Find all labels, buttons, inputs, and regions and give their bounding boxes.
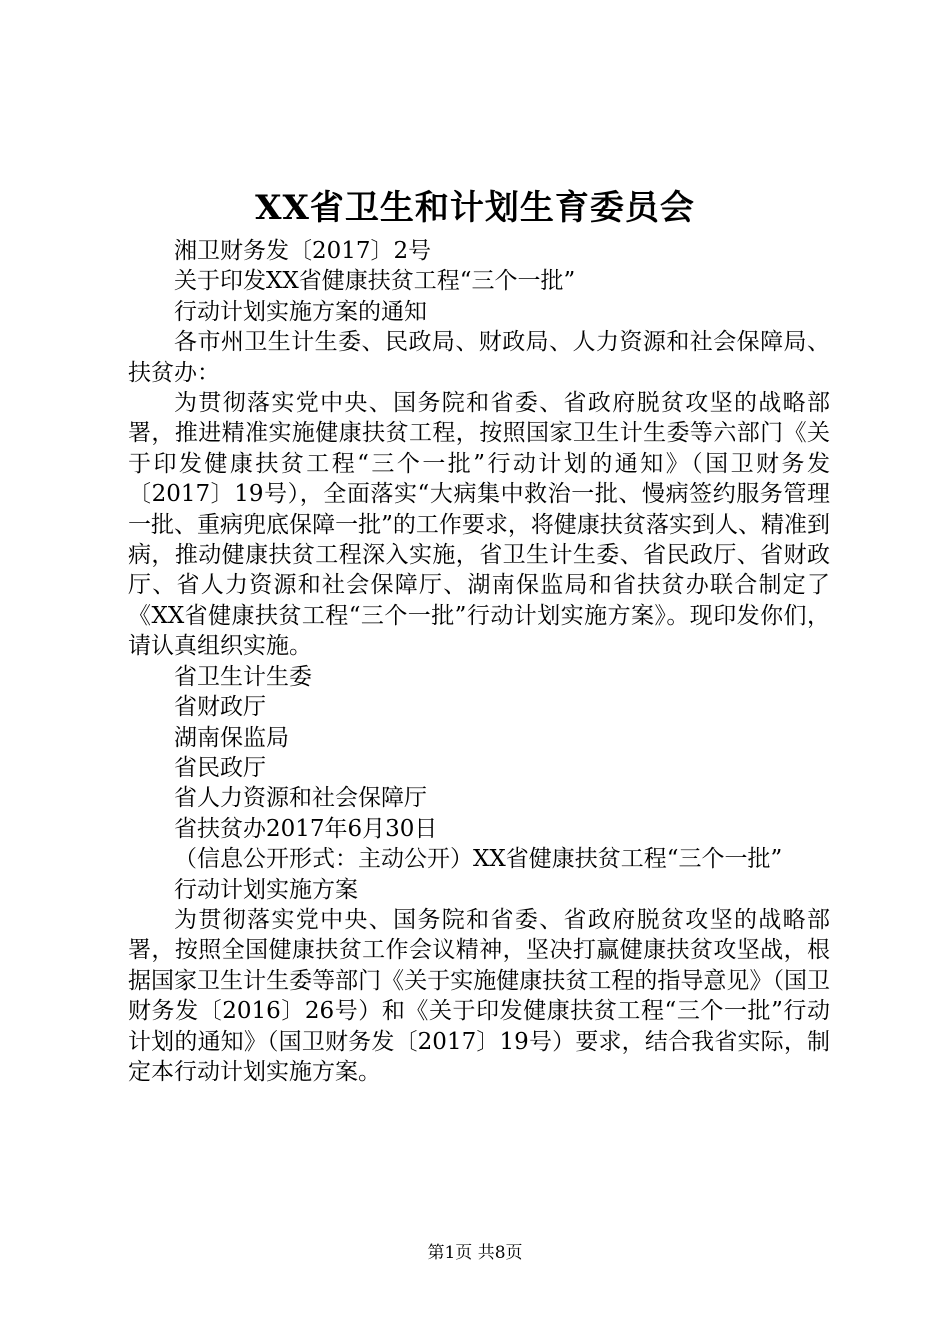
issuer-date-line: 省扶贫办2017年6月30日: [174, 815, 438, 842]
page-number-footer: 第1页 共8页: [427, 1243, 523, 1263]
document-title: XX省卫生和计划生育委员会: [255, 188, 695, 228]
issuer-line: 省人力资源和社会保障厅: [174, 785, 427, 812]
notice-title-line-1: 关于印发XX省健康扶贫工程“三个一批”: [174, 268, 576, 295]
addressee-paragraph: 各市州卫生计生委、民政局、财政局、人力资源和社会保障局、扶贫办：: [128, 329, 830, 386]
issuer-line: 省卫生计生委: [174, 663, 312, 690]
issuer-line: 湖南保监局: [174, 724, 289, 751]
document-body: [128, 236, 830, 1087]
issuer-line: 省民政厅: [174, 754, 266, 781]
body-paragraph: 为贯彻落实党中央、国务院和省委、省政府脱贫攻坚的战略部署，按照全国健康扶贫工作会议精神，坚决打赢健康扶贫攻坚战，根据国家卫生计生委等部门《关于实施健康扶贫工程的指导意见》（国卫财务发〔2016〕26号）和《关于印发健康扶贫工程“三个一批”行动计划的通知》（国卫财务发〔2017〕19号）要求，结合我省实际，制定本行动计划实施方案。: [128, 906, 830, 1085]
plan-title: 行动计划实施方案: [174, 876, 358, 903]
issuer-line: 省财政厅: [174, 694, 266, 721]
document-number: 湘卫财务发〔2017〕2号: [174, 238, 432, 264]
body-paragraph: 为贯彻落实党中央、国务院和省委、省政府脱贫攻坚的战略部署，推进精准实施健康扶贫工程，按照国家卫生计生委等六部门《关于印发健康扶贫工程“三个一批”行动计划的通知》（国卫财务发〔2017〕19号），全面落实“大病集中救治一批、慢病签约服务管理一批、重病兜底保障一批”的工作要求，将健康扶贫落实到人、精准到病，推动健康扶贫工程深入实施，省卫生计生委、省民政厅、省财政厅、省人力资源和社会保障厅、湖南保监局和省扶贫办联合制定了《XX省健康扶贫工程“三个一批”行动计划实施方案》。现印发你们，请认真组织实施。: [128, 390, 830, 660]
notice-title-line-2: 行动计划实施方案的通知: [174, 298, 427, 325]
disclosure-heading: （信息公开形式：主动公开）XX省健康扶贫工程“三个一批”: [174, 846, 783, 873]
